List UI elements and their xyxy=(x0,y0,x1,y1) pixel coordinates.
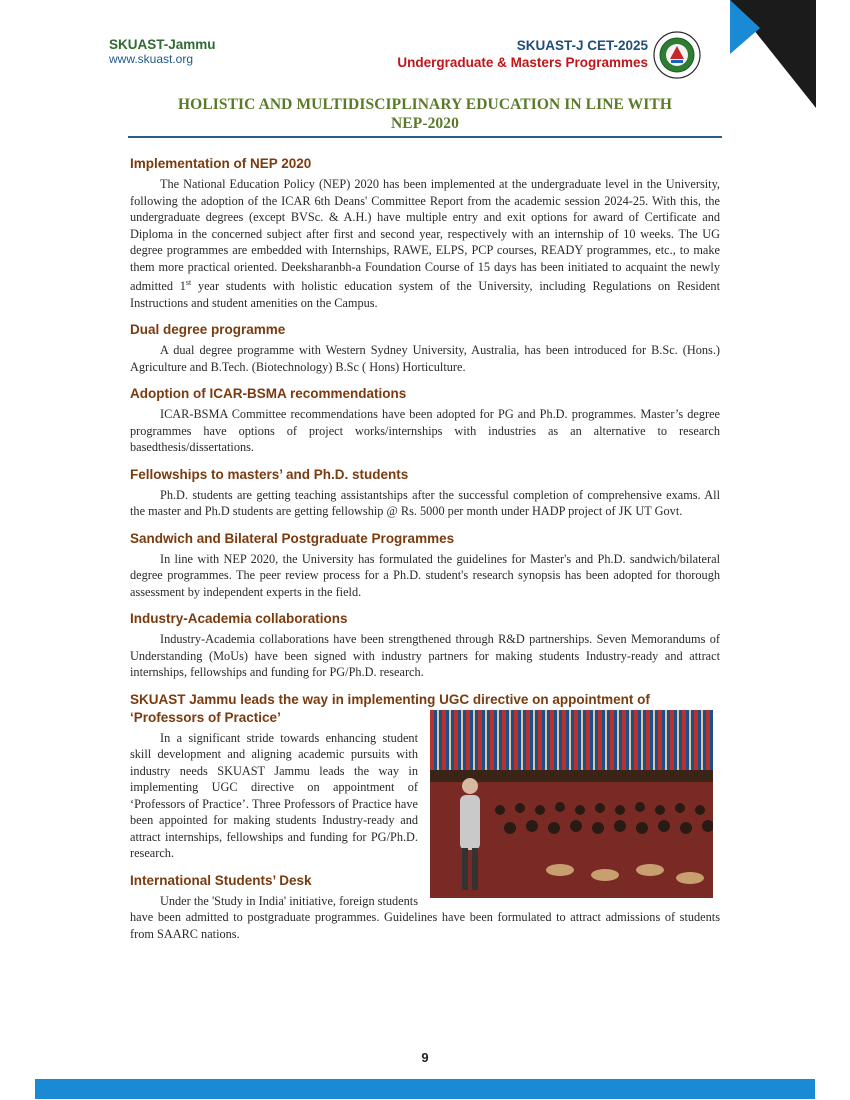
section-heading: Dual degree programme xyxy=(130,322,286,338)
corner-decoration xyxy=(730,0,816,108)
section-heading: Industry-Academia collaborations xyxy=(130,611,348,627)
university-seal-logo xyxy=(653,31,701,79)
section-body: A dual degree programme with Western Sydney University, Australia, has been introduced for B.Sc. (Hons.) Agriculture and B.Tech. (Biotechnology) B.Sc ( Hons) Horticulture. xyxy=(130,343,720,374)
section-heading: Implementation of NEP 2020 xyxy=(130,156,312,171)
page-title-line2: NEP-2020 xyxy=(391,115,459,132)
title-divider xyxy=(128,136,722,138)
section-heading: Fellowships to masters’ and Ph.D. students xyxy=(130,466,409,482)
programmes-label: Undergraduate & Masters Programmes xyxy=(397,55,648,70)
section-body: In line with NEP 2020, the University has formulated the guidelines for Master's and Ph.D. sandwich/bilateral degree programmes. The peer review process for a Ph.D. student's research synopsis has been adopted for thorough assessment by independent experts in the field. xyxy=(130,551,720,599)
main-content xyxy=(130,155,720,952)
section-body: Industry-Academia collaborations have been strengthened through R&D partnerships. Seven Memorandums of Understanding (MoUs) have been signed with industry partners for making students Industry-ready and attract internships, fellowships and funding for PG/Ph.D. research. xyxy=(130,632,720,680)
section-fellowships xyxy=(130,466,720,520)
page-title-line1: HOLISTIC AND MULTIDISCIPLINARY EDUCATION IN LINE WITH xyxy=(178,96,672,113)
section-heading: Adoption of ICAR-BSMA recommendations xyxy=(130,386,407,402)
exam-name: SKUAST-J CET-2025 xyxy=(516,38,648,53)
section-heading-line2: ‘Professors of Practice’ xyxy=(130,709,281,725)
section-dual-degree xyxy=(130,321,720,375)
section-icar-bsma xyxy=(130,385,720,456)
header-left xyxy=(109,37,216,66)
section-body: The National Education Policy (NEP) 2020 has been implemented at the undergraduate level in the University, following the adoption of the ICAR 6th Deans' Committee Report from the academic session 2024-25. With this, the undergraduate degrees (except BVSc. & A.H.) have multiple entry and exit options for award of Certificate and Diploma in the concerned subject after first and second year, respectively with an internship of 10 weeks. The UG degree programmes are embedded with Internships, RAWE, ELPS, PCP courses, READY programmes, etc., to make them more practical oriented. Deeksharanbh-a Foundation Course of 15 days has been initiated to acquaint the newly admitted 1st year students with holistic education system of the University, including Regulations on Resident Instructions and student amenities on the Campus. xyxy=(130,177,720,310)
page-number: 9 xyxy=(421,1050,429,1065)
section-body: ICAR-BSMA Committee recommendations have been adopted for PG and Ph.D. programmes. Master’s degree programmes have options of project works/internships with industries as an alternative to research basedthesis/dissertations. xyxy=(130,407,720,455)
section-body: In a significant stride towards enhancing student skill development and aligning academic pursuits with industry needs SKUAST Jammu leads the way in implementing UGC directive on appointment of ‘Professors of Practice’. Three Professors of Practice have been appointed for making students Industry-ready and attract internships, fellowships and funding for PG/Ph.D. research. xyxy=(130,730,418,861)
page-title xyxy=(128,95,722,133)
section-sandwich-programmes xyxy=(130,530,720,601)
website-link[interactable]: www.skuast.org xyxy=(109,52,194,66)
section-heading: Sandwich and Bilateral Postgraduate Programmes xyxy=(130,530,455,546)
org-name: SKUAST-Jammu xyxy=(109,37,216,52)
section-professors-of-practice xyxy=(130,691,720,862)
section-heading: SKUAST Jammu leads the way in implementing UGC directive on appointment of xyxy=(130,691,650,707)
header-right xyxy=(397,37,648,71)
footer-bar xyxy=(35,1079,815,1099)
section-heading: International Students’ Desk xyxy=(130,872,312,888)
section-nep-implementation xyxy=(130,155,720,311)
section-body: Under the 'Study in India' initiative, foreign students have been admitted to postgraduate programmes. Guidelines have been formulated to attract admissions of students from SAARC nations. xyxy=(130,893,720,941)
section-industry-academia xyxy=(130,610,720,681)
section-body: Ph.D. students are getting teaching assistantships after the successful completion of comprehensive exams. All the master and Ph.D students are getting fellowship @ Rs. 5000 per month under HADP project of JK UT Govt. xyxy=(130,487,720,519)
lecture-hall-photo xyxy=(430,710,713,898)
